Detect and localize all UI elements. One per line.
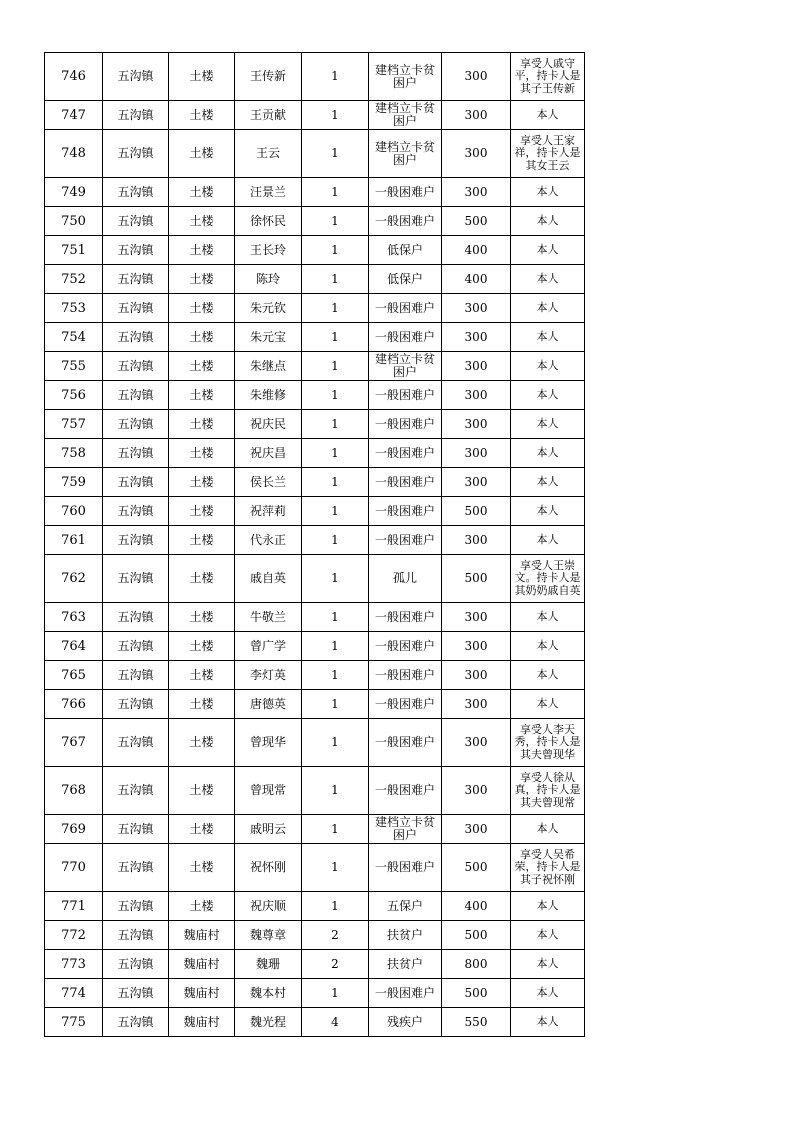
town-cell: 五沟镇 bbox=[103, 719, 169, 767]
household-count-cell: 2 bbox=[302, 950, 369, 979]
row-number-cell: 749 bbox=[45, 178, 103, 207]
name-cell: 汪景兰 bbox=[235, 178, 302, 207]
village-cell: 土楼 bbox=[169, 690, 235, 719]
row-number-cell: 754 bbox=[45, 323, 103, 352]
amount-cell: 300 bbox=[442, 53, 511, 101]
household-count-cell: 1 bbox=[302, 294, 369, 323]
name-cell: 魏本村 bbox=[235, 979, 302, 1008]
town-cell: 五沟镇 bbox=[103, 130, 169, 178]
remark-cell: 本人 bbox=[511, 439, 585, 468]
town-cell: 五沟镇 bbox=[103, 921, 169, 950]
row-number-cell: 774 bbox=[45, 979, 103, 1008]
household-type-cell: 孤儿 bbox=[369, 555, 442, 603]
household-count-cell: 1 bbox=[302, 844, 369, 892]
row-number-cell: 752 bbox=[45, 265, 103, 294]
remark-cell: 本人 bbox=[511, 101, 585, 130]
household-type-cell: 扶贫户 bbox=[369, 950, 442, 979]
name-cell: 唐德英 bbox=[235, 690, 302, 719]
household-count-cell: 1 bbox=[302, 555, 369, 603]
amount-cell: 550 bbox=[442, 1008, 511, 1037]
household-type-cell: 一般困难户 bbox=[369, 844, 442, 892]
household-type-cell: 低保户 bbox=[369, 236, 442, 265]
row-number-cell: 756 bbox=[45, 381, 103, 410]
village-cell: 土楼 bbox=[169, 294, 235, 323]
village-cell: 土楼 bbox=[169, 892, 235, 921]
amount-cell: 300 bbox=[442, 439, 511, 468]
amount-cell: 500 bbox=[442, 207, 511, 236]
table-row bbox=[45, 265, 585, 294]
village-cell: 土楼 bbox=[169, 815, 235, 844]
household-type-cell: 一般困难户 bbox=[369, 526, 442, 555]
amount-cell: 300 bbox=[442, 101, 511, 130]
table-row bbox=[45, 632, 585, 661]
table-row bbox=[45, 921, 585, 950]
household-type-cell: 一般困难户 bbox=[369, 661, 442, 690]
household-type-cell: 一般困难户 bbox=[369, 767, 442, 815]
town-cell: 五沟镇 bbox=[103, 690, 169, 719]
village-cell: 魏庙村 bbox=[169, 979, 235, 1008]
name-cell: 代永正 bbox=[235, 526, 302, 555]
table-row bbox=[45, 101, 585, 130]
household-type-cell: 一般困难户 bbox=[369, 439, 442, 468]
amount-cell: 300 bbox=[442, 130, 511, 178]
household-count-cell: 1 bbox=[302, 767, 369, 815]
remark-cell: 本人 bbox=[511, 178, 585, 207]
remark-cell: 享受人吴希荣，持卡人是其子祝怀刚 bbox=[511, 844, 585, 892]
table-row bbox=[45, 815, 585, 844]
amount-cell: 300 bbox=[442, 526, 511, 555]
amount-cell: 300 bbox=[442, 815, 511, 844]
village-cell: 土楼 bbox=[169, 632, 235, 661]
table-row bbox=[45, 979, 585, 1008]
town-cell: 五沟镇 bbox=[103, 632, 169, 661]
household-count-cell: 1 bbox=[302, 265, 369, 294]
table-row bbox=[45, 950, 585, 979]
household-type-cell: 建档立卡贫困户 bbox=[369, 130, 442, 178]
remark-cell: 本人 bbox=[511, 323, 585, 352]
amount-cell: 500 bbox=[442, 921, 511, 950]
table-row bbox=[45, 690, 585, 719]
household-count-cell: 1 bbox=[302, 497, 369, 526]
amount-cell: 300 bbox=[442, 381, 511, 410]
name-cell: 王传新 bbox=[235, 53, 302, 101]
remark-cell: 享受人李天秀，持卡人是其夫曾现华 bbox=[511, 719, 585, 767]
relief-roster-table bbox=[44, 52, 585, 1037]
town-cell: 五沟镇 bbox=[103, 468, 169, 497]
row-number-cell: 759 bbox=[45, 468, 103, 497]
name-cell: 魏珊 bbox=[235, 950, 302, 979]
name-cell: 朱元宝 bbox=[235, 323, 302, 352]
amount-cell: 400 bbox=[442, 236, 511, 265]
household-type-cell: 建档立卡贫困户 bbox=[369, 352, 442, 381]
town-cell: 五沟镇 bbox=[103, 555, 169, 603]
name-cell: 朱维修 bbox=[235, 381, 302, 410]
household-count-cell: 1 bbox=[302, 690, 369, 719]
village-cell: 魏庙村 bbox=[169, 950, 235, 979]
household-count-cell: 1 bbox=[302, 892, 369, 921]
row-number-cell: 747 bbox=[45, 101, 103, 130]
table-row bbox=[45, 207, 585, 236]
row-number-cell: 757 bbox=[45, 410, 103, 439]
household-count-cell: 1 bbox=[302, 632, 369, 661]
table-row bbox=[45, 178, 585, 207]
village-cell: 土楼 bbox=[169, 439, 235, 468]
row-number-cell: 761 bbox=[45, 526, 103, 555]
village-cell: 土楼 bbox=[169, 410, 235, 439]
row-number-cell: 765 bbox=[45, 661, 103, 690]
town-cell: 五沟镇 bbox=[103, 526, 169, 555]
remark-cell: 本人 bbox=[511, 690, 585, 719]
name-cell: 祝庆民 bbox=[235, 410, 302, 439]
town-cell: 五沟镇 bbox=[103, 381, 169, 410]
town-cell: 五沟镇 bbox=[103, 1008, 169, 1037]
household-count-cell: 1 bbox=[302, 381, 369, 410]
name-cell: 曾现常 bbox=[235, 767, 302, 815]
remark-cell: 本人 bbox=[511, 1008, 585, 1037]
name-cell: 王贡献 bbox=[235, 101, 302, 130]
table-row bbox=[45, 294, 585, 323]
table-row bbox=[45, 844, 585, 892]
table-row bbox=[45, 352, 585, 381]
household-type-cell: 一般困难户 bbox=[369, 603, 442, 632]
remark-cell: 本人 bbox=[511, 265, 585, 294]
amount-cell: 300 bbox=[442, 178, 511, 207]
household-count-cell: 1 bbox=[302, 815, 369, 844]
town-cell: 五沟镇 bbox=[103, 950, 169, 979]
table-row bbox=[45, 892, 585, 921]
amount-cell: 300 bbox=[442, 352, 511, 381]
table-row bbox=[45, 526, 585, 555]
row-number-cell: 766 bbox=[45, 690, 103, 719]
row-number-cell: 769 bbox=[45, 815, 103, 844]
name-cell: 魏光程 bbox=[235, 1008, 302, 1037]
amount-cell: 300 bbox=[442, 690, 511, 719]
row-number-cell: 770 bbox=[45, 844, 103, 892]
remark-cell: 本人 bbox=[511, 661, 585, 690]
household-count-cell: 1 bbox=[302, 236, 369, 265]
row-number-cell: 772 bbox=[45, 921, 103, 950]
household-type-cell: 一般困难户 bbox=[369, 468, 442, 497]
household-count-cell: 1 bbox=[302, 53, 369, 101]
name-cell: 曾广学 bbox=[235, 632, 302, 661]
remark-cell: 本人 bbox=[511, 352, 585, 381]
village-cell: 土楼 bbox=[169, 526, 235, 555]
household-type-cell: 一般困难户 bbox=[369, 178, 442, 207]
table-row bbox=[45, 323, 585, 352]
row-number-cell: 748 bbox=[45, 130, 103, 178]
remark-cell: 本人 bbox=[511, 632, 585, 661]
name-cell: 戚自英 bbox=[235, 555, 302, 603]
amount-cell: 300 bbox=[442, 603, 511, 632]
household-type-cell: 建档立卡贫困户 bbox=[369, 101, 442, 130]
household-type-cell: 建档立卡贫困户 bbox=[369, 53, 442, 101]
remark-cell: 本人 bbox=[511, 526, 585, 555]
table-row bbox=[45, 661, 585, 690]
amount-cell: 300 bbox=[442, 294, 511, 323]
household-type-cell: 一般困难户 bbox=[369, 632, 442, 661]
amount-cell: 500 bbox=[442, 844, 511, 892]
table-row bbox=[45, 381, 585, 410]
name-cell: 王云 bbox=[235, 130, 302, 178]
town-cell: 五沟镇 bbox=[103, 323, 169, 352]
village-cell: 土楼 bbox=[169, 101, 235, 130]
name-cell: 徐怀民 bbox=[235, 207, 302, 236]
town-cell: 五沟镇 bbox=[103, 207, 169, 236]
household-type-cell: 一般困难户 bbox=[369, 294, 442, 323]
name-cell: 牛敬兰 bbox=[235, 603, 302, 632]
amount-cell: 300 bbox=[442, 767, 511, 815]
name-cell: 陈玲 bbox=[235, 265, 302, 294]
village-cell: 魏庙村 bbox=[169, 921, 235, 950]
row-number-cell: 753 bbox=[45, 294, 103, 323]
town-cell: 五沟镇 bbox=[103, 439, 169, 468]
household-count-cell: 1 bbox=[302, 323, 369, 352]
remark-cell: 本人 bbox=[511, 950, 585, 979]
village-cell: 土楼 bbox=[169, 661, 235, 690]
name-cell: 王长玲 bbox=[235, 236, 302, 265]
table-row bbox=[45, 53, 585, 101]
town-cell: 五沟镇 bbox=[103, 892, 169, 921]
row-number-cell: 750 bbox=[45, 207, 103, 236]
household-type-cell: 扶贫户 bbox=[369, 921, 442, 950]
village-cell: 土楼 bbox=[169, 719, 235, 767]
village-cell: 土楼 bbox=[169, 468, 235, 497]
household-count-cell: 1 bbox=[302, 178, 369, 207]
remark-cell: 享受人王家祥，持卡人是其女王云 bbox=[511, 130, 585, 178]
village-cell: 土楼 bbox=[169, 844, 235, 892]
table-row bbox=[45, 603, 585, 632]
name-cell: 祝庆昌 bbox=[235, 439, 302, 468]
household-count-cell: 1 bbox=[302, 468, 369, 497]
village-cell: 土楼 bbox=[169, 603, 235, 632]
table-row bbox=[45, 468, 585, 497]
amount-cell: 300 bbox=[442, 468, 511, 497]
remark-cell: 本人 bbox=[511, 815, 585, 844]
table-row bbox=[45, 410, 585, 439]
village-cell: 土楼 bbox=[169, 323, 235, 352]
village-cell: 土楼 bbox=[169, 555, 235, 603]
household-count-cell: 1 bbox=[302, 130, 369, 178]
amount-cell: 300 bbox=[442, 632, 511, 661]
town-cell: 五沟镇 bbox=[103, 661, 169, 690]
household-count-cell: 4 bbox=[302, 1008, 369, 1037]
village-cell: 土楼 bbox=[169, 352, 235, 381]
name-cell: 祝怀刚 bbox=[235, 844, 302, 892]
remark-cell: 本人 bbox=[511, 207, 585, 236]
name-cell: 曾现华 bbox=[235, 719, 302, 767]
row-number-cell: 751 bbox=[45, 236, 103, 265]
town-cell: 五沟镇 bbox=[103, 497, 169, 526]
row-number-cell: 764 bbox=[45, 632, 103, 661]
name-cell: 祝萍莉 bbox=[235, 497, 302, 526]
village-cell: 土楼 bbox=[169, 178, 235, 207]
remark-cell: 本人 bbox=[511, 979, 585, 1008]
town-cell: 五沟镇 bbox=[103, 236, 169, 265]
household-type-cell: 建档立卡贫困户 bbox=[369, 815, 442, 844]
amount-cell: 800 bbox=[442, 950, 511, 979]
table-row bbox=[45, 439, 585, 468]
table-row bbox=[45, 719, 585, 767]
village-cell: 土楼 bbox=[169, 130, 235, 178]
village-cell: 土楼 bbox=[169, 207, 235, 236]
row-number-cell: 762 bbox=[45, 555, 103, 603]
household-type-cell: 一般困难户 bbox=[369, 381, 442, 410]
row-number-cell: 758 bbox=[45, 439, 103, 468]
row-number-cell: 746 bbox=[45, 53, 103, 101]
town-cell: 五沟镇 bbox=[103, 53, 169, 101]
remark-cell: 享受人戚守平，持卡人是其子王传新 bbox=[511, 53, 585, 101]
name-cell: 李灯英 bbox=[235, 661, 302, 690]
household-count-cell: 1 bbox=[302, 526, 369, 555]
remark-cell: 本人 bbox=[511, 410, 585, 439]
table-row bbox=[45, 767, 585, 815]
remark-cell: 本人 bbox=[511, 294, 585, 323]
household-count-cell: 1 bbox=[302, 661, 369, 690]
household-type-cell: 一般困难户 bbox=[369, 410, 442, 439]
row-number-cell: 755 bbox=[45, 352, 103, 381]
household-count-cell: 1 bbox=[302, 207, 369, 236]
household-type-cell: 残疾户 bbox=[369, 1008, 442, 1037]
row-number-cell: 775 bbox=[45, 1008, 103, 1037]
town-cell: 五沟镇 bbox=[103, 265, 169, 294]
remark-cell: 本人 bbox=[511, 892, 585, 921]
town-cell: 五沟镇 bbox=[103, 410, 169, 439]
town-cell: 五沟镇 bbox=[103, 294, 169, 323]
table-row bbox=[45, 236, 585, 265]
amount-cell: 500 bbox=[442, 979, 511, 1008]
town-cell: 五沟镇 bbox=[103, 603, 169, 632]
household-count-cell: 1 bbox=[302, 101, 369, 130]
remark-cell: 本人 bbox=[511, 381, 585, 410]
amount-cell: 300 bbox=[442, 323, 511, 352]
household-count-cell: 1 bbox=[302, 979, 369, 1008]
row-number-cell: 763 bbox=[45, 603, 103, 632]
row-number-cell: 760 bbox=[45, 497, 103, 526]
amount-cell: 400 bbox=[442, 265, 511, 294]
amount-cell: 300 bbox=[442, 661, 511, 690]
name-cell: 戚明云 bbox=[235, 815, 302, 844]
household-type-cell: 低保户 bbox=[369, 265, 442, 294]
village-cell: 魏庙村 bbox=[169, 1008, 235, 1037]
household-count-cell: 1 bbox=[302, 410, 369, 439]
household-type-cell: 一般困难户 bbox=[369, 719, 442, 767]
table-row bbox=[45, 555, 585, 603]
village-cell: 土楼 bbox=[169, 381, 235, 410]
village-cell: 土楼 bbox=[169, 236, 235, 265]
row-number-cell: 767 bbox=[45, 719, 103, 767]
town-cell: 五沟镇 bbox=[103, 101, 169, 130]
town-cell: 五沟镇 bbox=[103, 352, 169, 381]
name-cell: 祝庆顺 bbox=[235, 892, 302, 921]
village-cell: 土楼 bbox=[169, 265, 235, 294]
amount-cell: 500 bbox=[442, 555, 511, 603]
town-cell: 五沟镇 bbox=[103, 844, 169, 892]
household-type-cell: 一般困难户 bbox=[369, 207, 442, 236]
village-cell: 土楼 bbox=[169, 497, 235, 526]
household-type-cell: 一般困难户 bbox=[369, 690, 442, 719]
remark-cell: 本人 bbox=[511, 497, 585, 526]
remark-cell: 本人 bbox=[511, 603, 585, 632]
row-number-cell: 773 bbox=[45, 950, 103, 979]
village-cell: 土楼 bbox=[169, 767, 235, 815]
household-type-cell: 一般困难户 bbox=[369, 323, 442, 352]
remark-cell: 本人 bbox=[511, 468, 585, 497]
household-type-cell: 五保户 bbox=[369, 892, 442, 921]
name-cell: 朱继点 bbox=[235, 352, 302, 381]
household-count-cell: 1 bbox=[302, 352, 369, 381]
amount-cell: 300 bbox=[442, 719, 511, 767]
town-cell: 五沟镇 bbox=[103, 767, 169, 815]
remark-cell: 本人 bbox=[511, 921, 585, 950]
household-count-cell: 1 bbox=[302, 603, 369, 632]
household-count-cell: 2 bbox=[302, 921, 369, 950]
household-count-cell: 1 bbox=[302, 719, 369, 767]
row-number-cell: 771 bbox=[45, 892, 103, 921]
row-number-cell: 768 bbox=[45, 767, 103, 815]
amount-cell: 300 bbox=[442, 410, 511, 439]
town-cell: 五沟镇 bbox=[103, 815, 169, 844]
name-cell: 侯长兰 bbox=[235, 468, 302, 497]
table-row bbox=[45, 497, 585, 526]
town-cell: 五沟镇 bbox=[103, 979, 169, 1008]
table-row bbox=[45, 130, 585, 178]
town-cell: 五沟镇 bbox=[103, 178, 169, 207]
name-cell: 魏尊章 bbox=[235, 921, 302, 950]
remark-cell: 本人 bbox=[511, 236, 585, 265]
remark-cell: 享受人徐从真，持卡人是其夫曾现常 bbox=[511, 767, 585, 815]
remark-cell: 享受人王崇文。持卡人是其奶奶戚自英 bbox=[511, 555, 585, 603]
amount-cell: 400 bbox=[442, 892, 511, 921]
household-type-cell: 一般困难户 bbox=[369, 979, 442, 1008]
amount-cell: 500 bbox=[442, 497, 511, 526]
household-count-cell: 1 bbox=[302, 439, 369, 468]
name-cell: 朱元钦 bbox=[235, 294, 302, 323]
table-row bbox=[45, 1008, 585, 1037]
village-cell: 土楼 bbox=[169, 53, 235, 101]
household-type-cell: 一般困难户 bbox=[369, 497, 442, 526]
